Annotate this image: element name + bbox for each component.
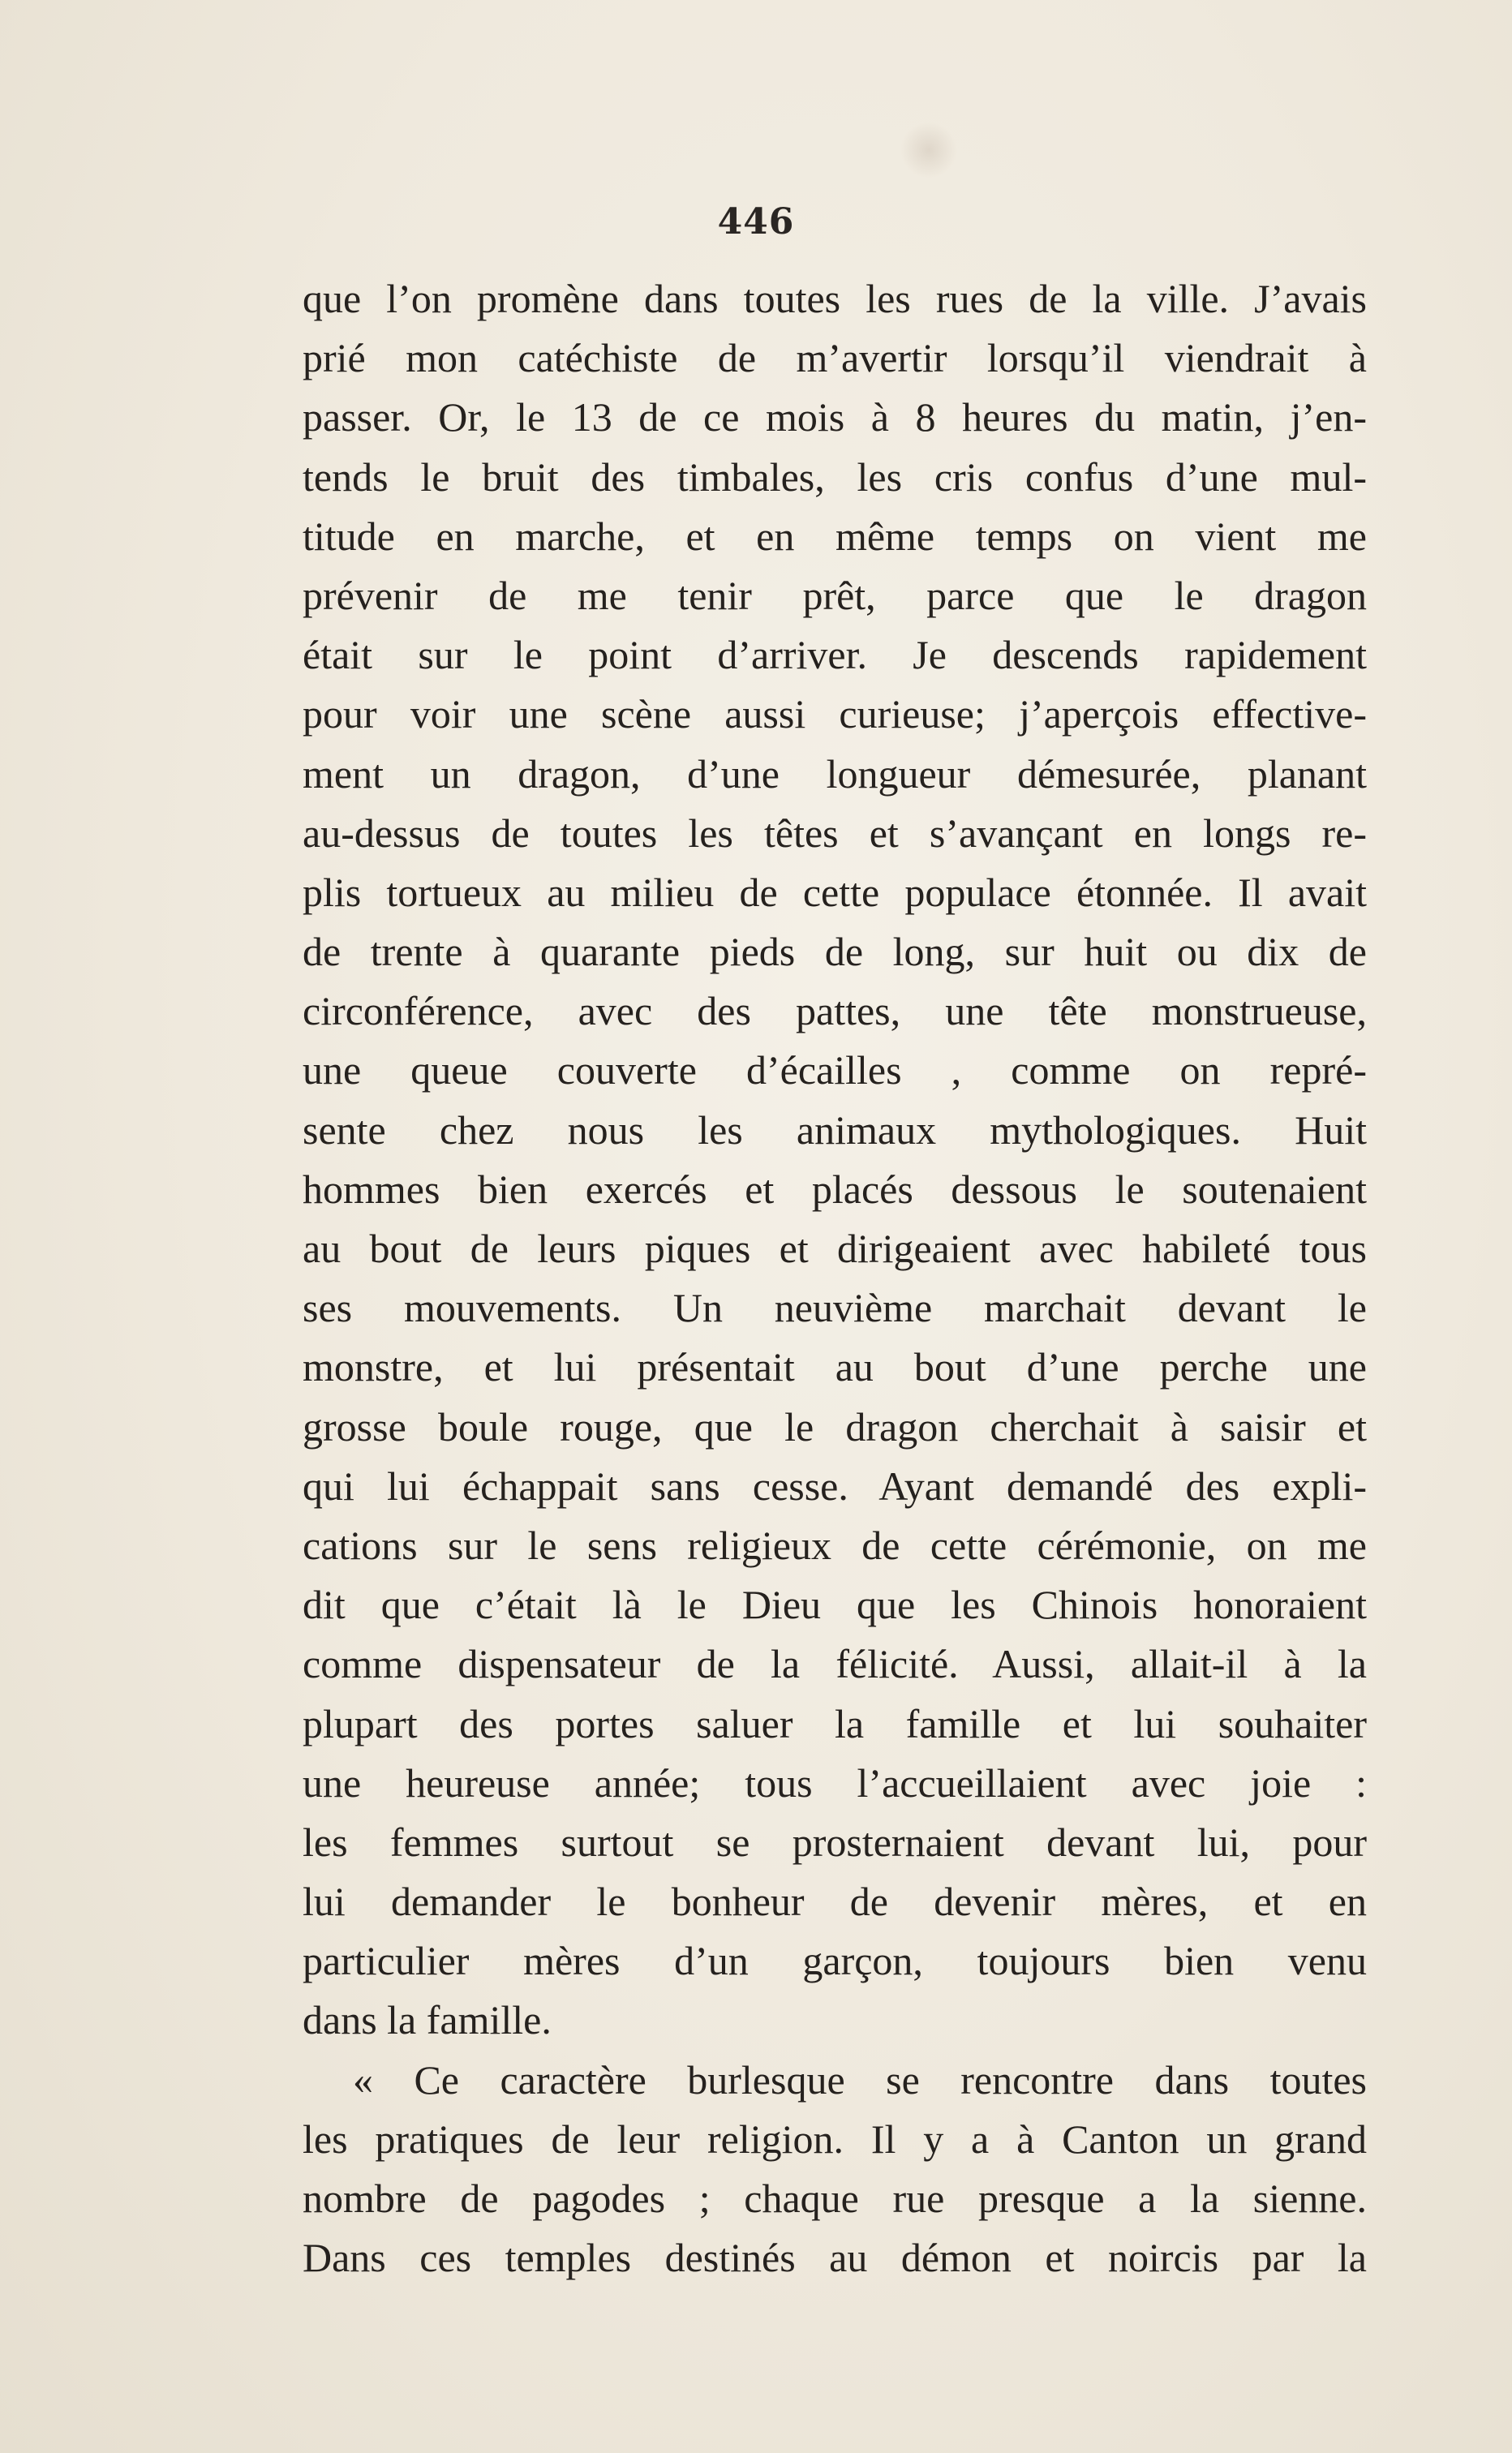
text-line: circonférence, avec des pattes, une tête monstrueuse, [303, 988, 1367, 1034]
text-line: ment un dragon, d’une longueur démesurée, planant [303, 750, 1367, 797]
text-line: que l’on promène dans toutes les rues de la ville. J’avais [303, 276, 1367, 321]
text-line: qui lui échappait sans cesse. Ayant demandé des expli- [303, 1463, 1367, 1509]
text-line: une heureuse année; tous l’accueillaient avec joie : [303, 1759, 1367, 1806]
text-line: une queue couverte d’écailles , comme on repré- [303, 1047, 1367, 1093]
text-line: hommes bien exercés et placés dessous le soutenaient [303, 1166, 1367, 1212]
text-line: tends le bruit des timbales, les cris confus d’une mul- [303, 453, 1367, 500]
text-line: prévenir de me tenir prêt, parce que le dragon [303, 572, 1367, 618]
text-line: lui demander le bonheur de devenir mères, et en [303, 1879, 1367, 1925]
text-line: plis tortueux au milieu de cette populace étonnée. Il avait [303, 869, 1367, 915]
text-line: passer. Or, le 13 de ce mois à 8 heures du matin, j’en- [303, 394, 1367, 440]
text-line: Dans ces temples destinés au démon et noircis par la [303, 2235, 1367, 2281]
text-line: plupart des portes saluer la famille et lui souhaiter [303, 1700, 1367, 1746]
text-line: était sur le point d’arriver. Je descends rapidement [303, 632, 1367, 678]
body-text [303, 269, 1367, 2288]
text-line: au bout de leurs piques et dirigeaient avec habileté tous [303, 1226, 1367, 1271]
text-line: ses mouvements. Un neuvième marchait devant le [303, 1285, 1367, 1331]
text-line: de trente à quarante pieds de long, sur huit ou dix de [303, 929, 1367, 975]
text-line: les femmes surtout se prosternaient devant lui, pour [303, 1819, 1367, 1865]
text-line: sente chez nous les animaux mythologiques. Huit [303, 1106, 1367, 1153]
text-line: pour voir une scène aussi curieuse; j’aperçois effective- [303, 691, 1367, 737]
text-line: prié mon catéchiste de m’avertir lorsqu’il viendrait à [303, 335, 1367, 381]
paper-stain [900, 122, 957, 178]
text-line: comme dispensateur de la félicité. Aussi, allait-il à la [303, 1641, 1367, 1687]
paragraph-end-line: dans la famille. [303, 1997, 552, 2043]
text-line: particulier mères d’un garçon, toujours bien venu [303, 1938, 1367, 1984]
paragraph-start-line: « Ce caractère burlesque se rencontre dans toutes [353, 2056, 1367, 2103]
text-line: grosse boule rouge, que le dragon cherchait à saisir et [303, 1403, 1367, 1450]
text-line: dit que c’était là le Dieu que les Chinois honoraient [303, 1582, 1367, 1628]
text-line: cations sur le sens religieux de cette cérémonie, on me [303, 1522, 1367, 1568]
text-line: nombre de pagodes ; chaque rue presque a la sienne. [303, 2176, 1367, 2221]
text-line: les pratiques de leur religion. Il y a à Canton un grand [303, 2116, 1367, 2162]
text-line: au-dessus de toutes les têtes et s’avançant en longs re- [303, 810, 1367, 856]
text-line: monstre, et lui présentait au bout d’une perche une [303, 1344, 1367, 1390]
text-line: titude en marche, et en même temps on vient me [303, 513, 1367, 559]
page-number: 446 [717, 201, 795, 243]
